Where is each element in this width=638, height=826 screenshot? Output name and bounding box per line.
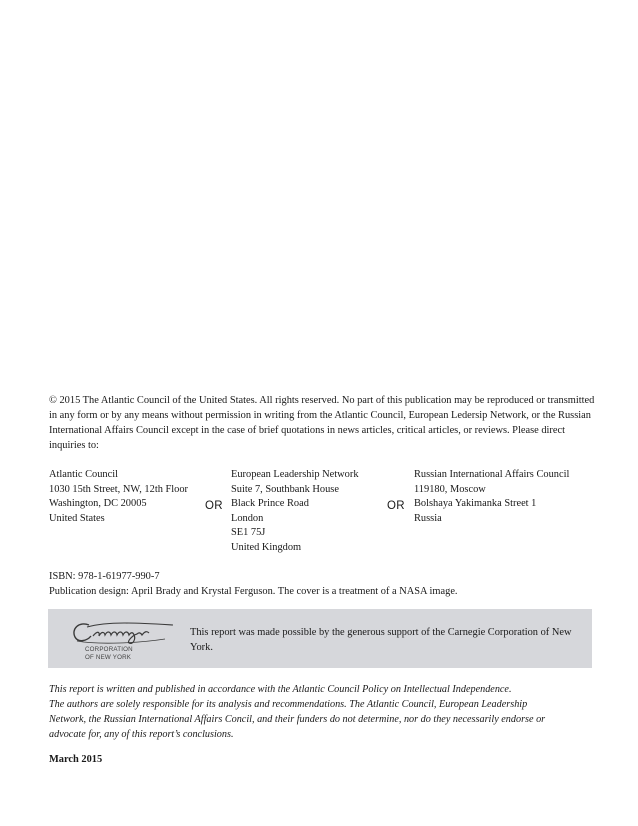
address-line: London (231, 512, 264, 524)
carnegie-corporation-logo (65, 615, 177, 663)
logo-line-of-new-york: OF NEW YORK (85, 654, 132, 661)
publication-info (49, 570, 458, 599)
address-line: Washington, DC 20005 (49, 498, 147, 510)
publication-date: March 2015 (49, 754, 103, 765)
sponsor-acknowledgement: This report was made possible by the generous support of the Carnegie Corporation of New York. (190, 627, 572, 653)
policy-line: Network, the Russian International Affairs Concil, and their funders do not determine, nor do they necessarily endorse or (49, 714, 546, 725)
sponsor-banner (48, 609, 592, 668)
policy-line: This report is written and published in accordance with the Atlantic Council Policy on Intellectual Independence. (49, 684, 512, 695)
address-line: European Leadership Network (231, 469, 359, 480)
address-line: United States (49, 512, 105, 524)
or-separator: OR (205, 500, 223, 512)
publication-design-credit: Publication design: April Brady and Krystal Ferguson. The cover is a treatment of a NASA image. (49, 585, 458, 597)
address-line: 119180, Moscow (414, 483, 486, 495)
address-line: Russia (414, 512, 442, 524)
policy-line: The authors are solely responsible for its analysis and recommendations. The Atlantic Council, European Leadership (49, 699, 528, 710)
address-line: Bolshaya Yakimanka Street 1 (414, 498, 537, 510)
isbn: ISBN: 978-1-61977-990-7 (49, 571, 160, 582)
address-line: Atlantic Council (49, 469, 118, 480)
address-line: SE1 75J (231, 527, 266, 539)
address-russian-international-affairs-council (414, 468, 569, 526)
address-european-leadership-network (231, 468, 359, 556)
independence-policy-statement (49, 682, 609, 742)
address-line: Black Prince Road (231, 498, 309, 510)
address-line: 1030 15th Street, NW, 12th Floor (49, 483, 189, 495)
address-line: Russian International Affairs Council (414, 469, 570, 480)
or-separator: OR (387, 500, 405, 512)
copyright-notice: © 2015 The Atlantic Council of the United States. All rights reserved. No part of this publication may be reproduced or transmitted in any form or by any means without permission in writing from the Atlantic Council, European Ledersip Network, or the Russian International Affairs Council except in the case of brief quotations in news articles, critical articles, or reviews. Please direct inquiries to: (49, 395, 595, 452)
address-line: Suite 7, Southbank House (231, 483, 339, 495)
policy-line: advocate for, any of this report’s conclusions. (49, 729, 234, 740)
logo-line-corporation: CORPORATION (85, 646, 133, 653)
address-line: United Kingdom (231, 541, 302, 553)
address-atlantic-council (49, 468, 188, 526)
carnegie-script-wordmark-icon (69, 619, 175, 647)
